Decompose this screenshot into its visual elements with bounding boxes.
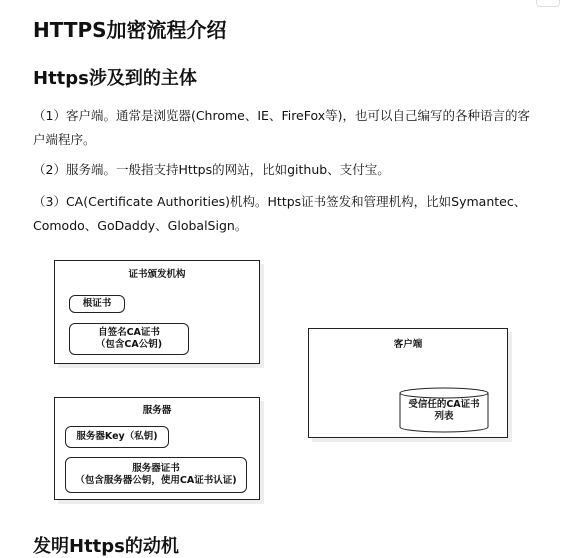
trusted-ca-list-label: 受信任的CA证书 列表 bbox=[408, 399, 480, 422]
server-box bbox=[54, 397, 260, 500]
ca-title: 证书颁发机构 bbox=[128, 269, 186, 280]
page-corner-tab bbox=[536, 0, 560, 7]
paragraph-ca: （3）CA(Certificate Authorities)机构。Https证书签发和管理机构，比如Symantec、Comodo、GoDaddy、GlobalSign。 bbox=[33, 194, 527, 233]
ca-box bbox=[54, 260, 260, 364]
client-box bbox=[308, 328, 508, 438]
page-title: HTTPS加密流程介绍 bbox=[33, 18, 227, 42]
section-title: Https涉及到的主体 bbox=[33, 68, 197, 89]
trusted-ca-cylinder bbox=[399, 387, 489, 435]
server-key-box: 服务器Key（私钥) bbox=[65, 426, 169, 448]
server-cert-box: 服务器证书 （包含服务器公钥，使用CA证书认证) bbox=[65, 457, 247, 493]
paragraph-server: （2）服务端。一般指支持Https的网站，比如github、支付宝。 bbox=[33, 162, 390, 177]
root-cert-box: 根证书 bbox=[69, 295, 125, 313]
server-title: 服务器 bbox=[142, 405, 172, 416]
self-signed-ca-cert-box: 自签名CA证书 （包含CA公钥) bbox=[69, 323, 189, 355]
client-title: 客户端 bbox=[393, 339, 423, 350]
paragraph-client: （1）客户端。通常是浏览器(Chrome、IE、FireFox等)，也可以自己编写的各种语言的客户端程序。 bbox=[33, 108, 531, 147]
next-section-title: 发明Https的动机 bbox=[33, 536, 179, 557]
